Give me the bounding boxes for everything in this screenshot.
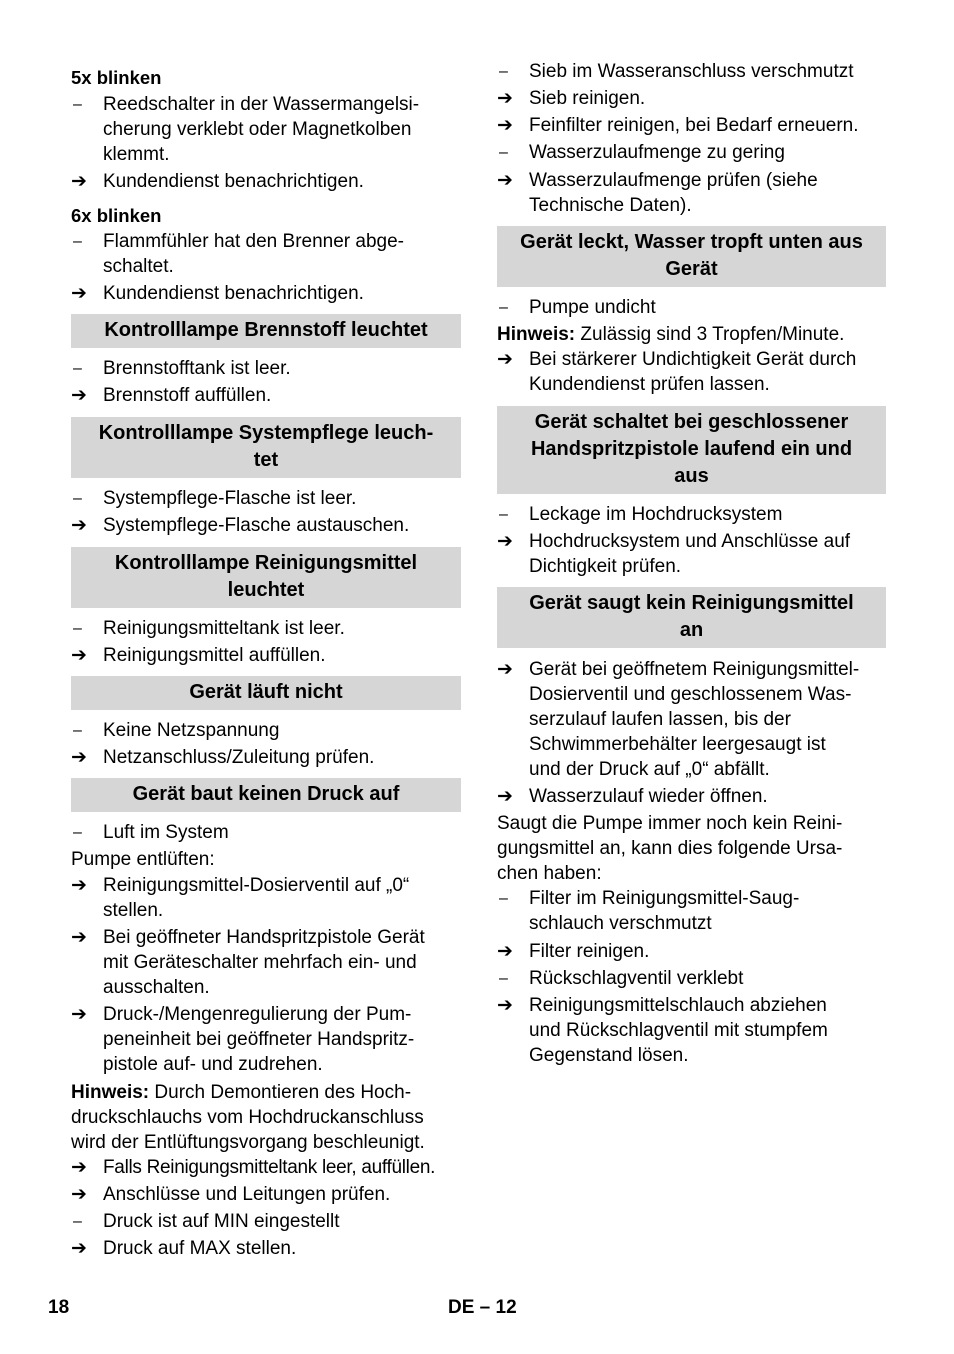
arrow-icon: ➔ (71, 875, 87, 896)
arrow-icon: ➔ (71, 171, 87, 192)
action-text: Kundendienst benachrichtigen. (103, 171, 364, 192)
paragraph: Saugt die Pumpe immer noch kein Reini- gungsmittel an, kann dies folgende Ursa- chen haben: (497, 813, 843, 884)
note-text: Zulässig sind 3 Tropfen/Minute. (575, 324, 845, 345)
arrow-icon: ➔ (497, 170, 513, 191)
action-text: Wasserzulaufmenge prüfen (siehe Technische Daten). (529, 170, 818, 216)
note-paragraph (497, 322, 844, 347)
paragraph: Pumpe entlüften: (71, 849, 215, 870)
cause-text: Reedschalter in der Wassermangelsi- cherung verklebt oder Magnetkolben klemmt. (103, 94, 420, 165)
dash-icon: – (73, 233, 82, 250)
cause-text: Brennstofftank ist leer. (103, 358, 291, 379)
cause-text: Rückschlagventil verklebt (529, 968, 744, 989)
cause-text: Filter im Reinigungsmittel-Saug- schlauch verschmutzt (529, 888, 800, 934)
dash-icon: – (499, 63, 508, 80)
arrow-icon: ➔ (71, 1184, 87, 1205)
dash-icon: – (499, 506, 508, 523)
action-text: Druck auf MAX stellen. (103, 1238, 297, 1259)
note-paragraph: wird der Entlüftungsvorgang beschleunigt. (71, 1132, 425, 1153)
action-text: Druck-/Mengenregulierung der Pum- peneinheit bei geöffneter Handspritz- pistole auf- und zudrehen. (103, 1004, 415, 1075)
arrow-icon: ➔ (71, 1157, 87, 1178)
arrow-icon: ➔ (71, 1004, 87, 1025)
dash-icon: – (73, 722, 82, 739)
action-text: Sieb reinigen. (529, 88, 646, 109)
note-paragraph (71, 1080, 411, 1105)
action-text: Wasserzulauf wieder öffnen. (529, 786, 768, 807)
action-text: Reinigungsmittel auffüllen. (103, 645, 326, 666)
cause-text: Luft im System (103, 822, 229, 843)
action-text: Anschlüsse und Leitungen prüfen. (103, 1184, 391, 1205)
arrow-icon: ➔ (71, 515, 87, 536)
cause-text: Systempflege-Flasche ist leer. (103, 488, 357, 509)
arrow-icon: ➔ (71, 385, 87, 406)
action-text: Hochdrucksystem und Anschlüsse auf Dichtigkeit prüfen. (529, 531, 851, 577)
section-heading-saugt-nicht: Gerät saugt kein Reinigungsmittel an (497, 587, 886, 648)
section-heading-kein-druck: Gerät baut keinen Druck auf (71, 778, 461, 812)
action-text: Brennstoff auffüllen. (103, 385, 272, 406)
page-number: 18 (48, 1297, 70, 1318)
cause-text: Sieb im Wasseranschluss verschmutzt (529, 61, 854, 82)
action-text: Systempflege-Flasche austauschen. (103, 515, 410, 536)
action-text: Reinigungsmittel-Dosierventil auf „0“ stellen. (103, 875, 410, 921)
dash-icon: – (499, 299, 508, 316)
note-label: Hinweis: (497, 324, 576, 345)
note-label: Hinweis: (71, 1082, 150, 1103)
arrow-icon: ➔ (71, 1238, 87, 1259)
dash-icon: – (73, 360, 82, 377)
cause-text: Wasserzulaufmenge zu gering (529, 142, 785, 163)
arrow-icon: ➔ (497, 531, 513, 552)
action-text: Kundendienst benachrichtigen. (103, 283, 364, 304)
dash-icon: – (499, 970, 508, 987)
dash-icon: – (73, 620, 82, 637)
section-heading-systempflege: Kontrolllampe Systempflege leuch- tet (71, 417, 461, 478)
cause-text: Keine Netzspannung (103, 720, 280, 741)
dash-icon: – (499, 890, 508, 907)
arrow-icon: ➔ (71, 645, 87, 666)
action-text: Falls Reinigungsmitteltank leer, auffüllen. (103, 1157, 436, 1178)
subheading-6x-blinken: 6x blinken (71, 205, 162, 226)
dash-icon: – (73, 96, 82, 113)
note-paragraph: druckschlauchs vom Hochdruckanschluss (71, 1107, 424, 1128)
cause-text: Druck ist auf MIN eingestellt (103, 1211, 340, 1232)
arrow-icon: ➔ (497, 941, 513, 962)
section-heading-leckt: Gerät leckt, Wasser tropft unten aus Gerät (497, 226, 886, 287)
dash-icon: – (499, 144, 508, 161)
cause-text: Reinigungsmitteltank ist leer. (103, 618, 345, 639)
section-heading-schaltet: Gerät schaltet bei geschlossener Handspritzpistole laufend ein und aus (497, 406, 886, 494)
arrow-icon: ➔ (497, 115, 513, 136)
cause-text: Pumpe undicht (529, 297, 656, 318)
action-text: Reinigungsmittelschlauch abziehen und Rückschlagventil mit stumpfem Gegenstand lösen. (529, 995, 828, 1066)
cause-text: Leckage im Hochdrucksystem (529, 504, 783, 525)
action-text: Filter reinigen. (529, 941, 650, 962)
arrow-icon: ➔ (497, 349, 513, 370)
arrow-icon: ➔ (71, 927, 87, 948)
dash-icon: – (73, 824, 82, 841)
action-text: Gerät bei geöffnetem Reinigungsmittel- Dosierventil und geschlossenem Was- serzulauf laufen lassen, bis der Schwimmerbehälter leergesaugt ist und der Druck auf „0“ abfällt. (529, 659, 860, 780)
section-heading-laeuft-nicht: Gerät läuft nicht (71, 676, 461, 710)
section-page-label: DE – 12 (448, 1297, 517, 1318)
section-heading-brennstoff: Kontrolllampe Brennstoff leuchtet (71, 314, 461, 348)
dash-icon: – (73, 490, 82, 507)
subheading-5x-blinken: 5x blinken (71, 67, 162, 88)
arrow-icon: ➔ (497, 995, 513, 1016)
action-text: Netzanschluss/Zuleitung prüfen. (103, 747, 375, 768)
section-heading-reinigungsmittel: Kontrolllampe Reinigungsmittel leuchtet (71, 547, 461, 608)
action-text: Feinfilter reinigen, bei Bedarf erneuern. (529, 115, 859, 136)
arrow-icon: ➔ (497, 88, 513, 109)
arrow-icon: ➔ (71, 283, 87, 304)
note-text: Durch Demontieren des Hoch- (149, 1082, 412, 1103)
dash-icon: – (73, 1213, 82, 1230)
cause-text: Flammfühler hat den Brenner abge- schaltet. (103, 231, 404, 277)
action-text: Bei stärkerer Undichtigkeit Gerät durch Kundendienst prüfen lassen. (529, 349, 857, 395)
arrow-icon: ➔ (71, 747, 87, 768)
arrow-icon: ➔ (497, 659, 513, 680)
arrow-icon: ➔ (497, 786, 513, 807)
action-text: Bei geöffneter Handspritzpistole Gerät mit Geräteschalter mehrfach ein- und ausschalten. (103, 927, 425, 998)
